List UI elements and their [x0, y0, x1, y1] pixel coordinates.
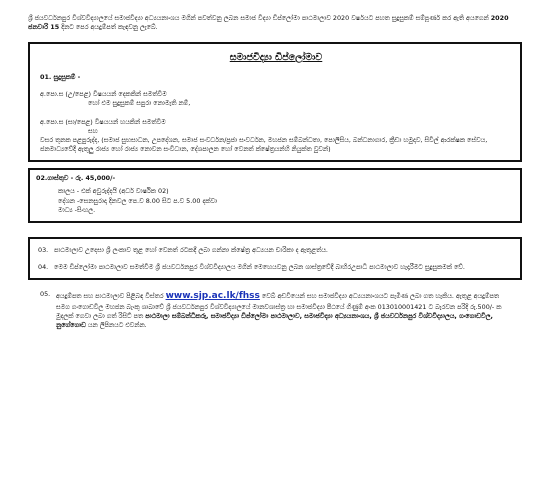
al-or-text: හෝ එම සුදුසුකම් සපුරා නොමැති නම්, [88, 98, 191, 107]
diploma-title: සමාජවිද්‍යා ඩිප්ලෝමාව [229, 52, 323, 64]
field-study-note: පාඨමාලාව උදෙසා ශ්‍රී ලංකාව තුළ හෝ වෙනත් රටකදී ලබා ගන්නා ක්ෂේත්‍ර අධ්‍යයන චාරිකා ද ඇතුළත්ය. [54, 245, 328, 254]
and-text: සහ [88, 127, 98, 136]
item-number: 04. [38, 262, 49, 271]
item-number: 03. [38, 245, 49, 254]
diploma-box [28, 42, 522, 162]
fee-heading: 02.ගාස්තුව - රු. 45,000/- [36, 174, 116, 183]
employment-requirement: වසර තුනක පළපුරුද්ද, (සමාජ සුභසාධන, උපදේශන, සමාජ සංවර්ධන/ප්‍රජා සංවර්ධන, මහජන සම්බන්ධතා, පොලිසිය, බන්ධනාගාර, ක්‍රීඩා හමුදාව, සිවිල් ආරක්ෂක සේවය, ජනමාධ්‍යවේදී ඇතුලු රාජ්‍ය හෝ රාජ්‍ය නොවන සංවිධාන, දේශපාලන හෝ වෙනත් ක්ෂේත්‍රයන්හි නියුක්ත වුවන්) [40, 136, 488, 154]
intro-paragraph [28, 14, 522, 32]
duration-text: කාලය - එක් අවුරුද්දයි (අර්ධ වාර්ෂික 02) [58, 187, 169, 196]
ol-requirement: අ.පො.ස (සා/පෙළ) විෂයයන් හයකින් සමත්වීම [40, 117, 166, 126]
intro-text-end: දිනට පෙර අයදුම්පත් කැඳවනු ලැබේ. [59, 23, 158, 32]
application-text-start: අයදුම්පත සහ පාඨමාලාව පිළිබඳ විස්තර [56, 291, 166, 300]
application-text-end: යන ලිපිනයට එවන්න. [85, 320, 147, 329]
application-text [56, 290, 514, 330]
item-number: 05. [40, 289, 51, 298]
lecture-days-text: දේශන -සෙනසුරාදා දිනවල පෙ.ව 8.00 සිට ප.ව 5.00 දක්වා [58, 196, 218, 205]
application-instructions [28, 290, 522, 330]
list-item [38, 263, 512, 272]
fee-box [28, 168, 522, 222]
application-text-middle: වෙබ් අඩවියෙන් සහ සමාජවිද්‍යා අධ්‍යයනාංශයට පැමිණ ලබා ගත හැකිය. ඇතුළ අයදුම්පත සමග ගංගොඩවිල මහජන බැංකු ශාඛාවේ ශ්‍රී ජයවර්ධනපුර විශ්වවිද්‍යාලයේ මානවශාස්ත්‍ර හා සමාජවිද්‍යා පීඨයේ ගිණුම් අංක 013010001421 ට බැරවන පරිදි රු.500/- ක මුදලක් ගෙවා ලබා ගත් රිසිට් පත [56, 291, 502, 320]
notes-box [28, 237, 522, 280]
eligibility-note: මෙම ඩිප්ලෝමා පාඨමාලාව සමත්වීම ශ්‍රී ජයවර්ධනපුර විශ්වවිද්‍යාලය මගින් මෙහෙයවනු ලබන ශාස්ත්‍රවේදී බාහිරඋපාධි පාඨමාලාව හැදෑරීමට සුදුසුකමක් වේ. [54, 262, 465, 271]
website-link[interactable]: www.sjp.ac.lk/fhss [165, 290, 260, 301]
al-requirement: අ.පො.ස (උ/පෙළ) විෂයයන් දෙකකින් සමත්වීම [40, 89, 167, 98]
postal-address: පාඨමාලා සම්බන්ධීකරු, සමාජවිද්‍යා ඩිප්ලෝමා පාඨමාලාව, සමාජවිද්‍යා අධ්‍යයනාංශය, ශ්‍රී ජයවර්ධනපුර විශ්වවිද්‍යාලය, ගංගොඩවිල, නුගේගොඩ [56, 311, 493, 329]
list-item [38, 246, 512, 255]
intro-text: ශ්‍රී ජයවර්ධනපුර විශ්වවිද්‍යාලයේ සමාජවිද්‍යා අධ්‍යයනාංශය මගින් පවත්වනු ලබන සමාජ විද්‍යා ඩිප්ලෝමා පාඨමාලාව 2020 වර්ෂයට පහත සුදුසුකම් සම්පූර්ණ කර ඇති අයගෙන් [28, 14, 491, 22]
deadline-date: 2020 ජනවාරි 15 [28, 14, 509, 32]
qualifications-heading: 01. සුදුසුකම් - [40, 72, 81, 81]
medium-text: මාධ්‍ය -සිංහල. [58, 205, 96, 214]
